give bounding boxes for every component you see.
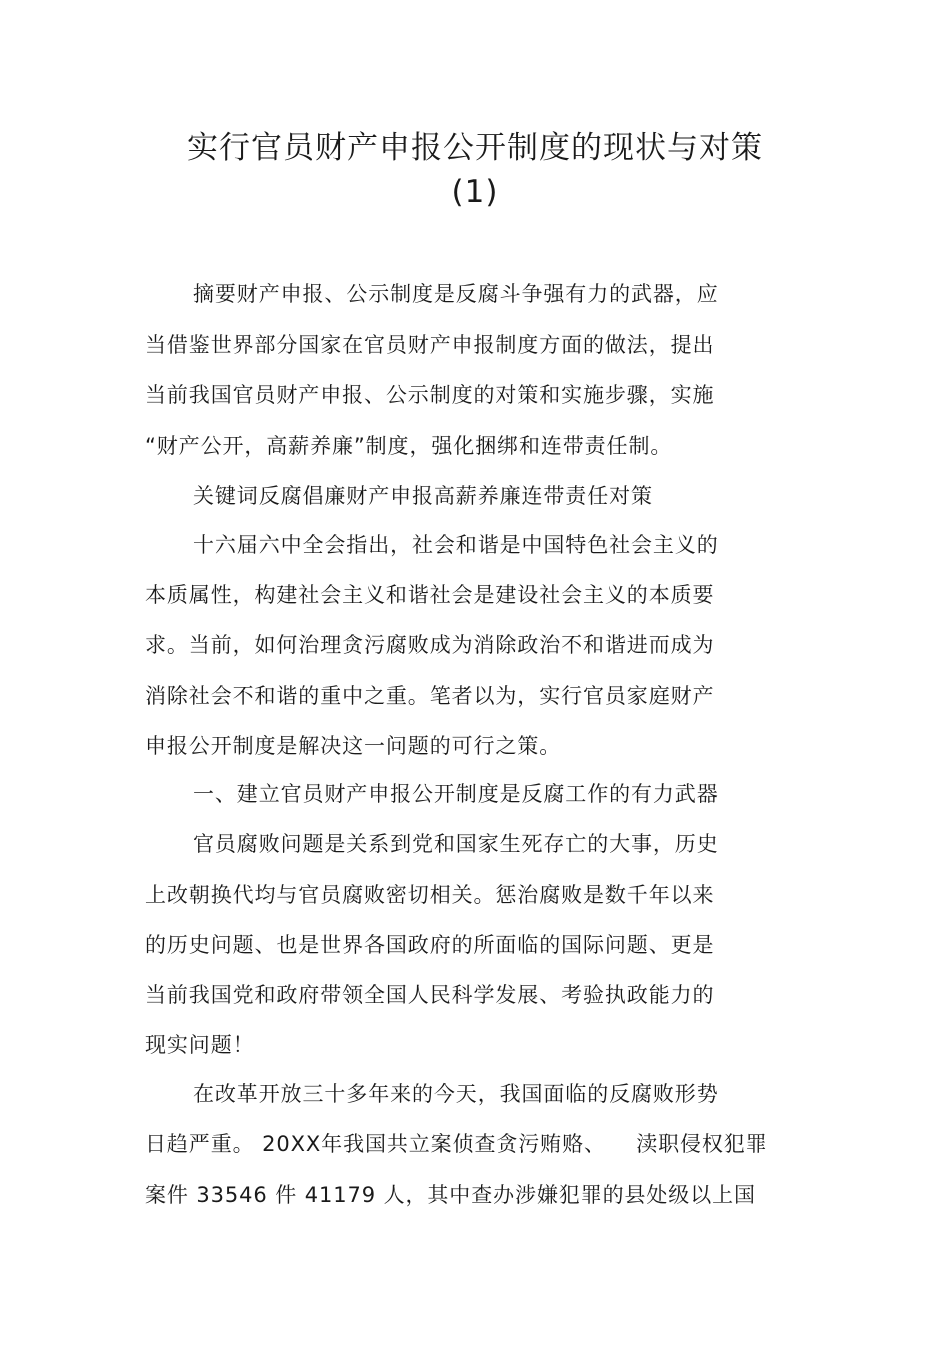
- body-paragraph-line: 案件 33546 件 41179 人，其中查办涉嫌犯罪的县处级以上国: [145, 1183, 756, 1207]
- body-paragraph-line: 当前我国党和政府带领全国人民科学发展、考验执政能力的: [145, 983, 715, 1007]
- abstract-paragraph-line: 当前我国官员财产申报、公示制度的对策和实施步骤，实施: [145, 383, 715, 407]
- body-paragraph-line: 求。当前，如何治理贪污腐败成为消除政治不和谐进而成为: [145, 633, 715, 657]
- body-paragraph-line: 上改朝换代均与官员腐败密切相关。惩治腐败是数千年以来: [145, 883, 715, 907]
- section-heading: 一、建立官员财产申报公开制度是反腐工作的有力武器: [193, 782, 719, 806]
- body-paragraph-line: 十六届六中全会指出，社会和谐是中国特色社会主义的: [193, 533, 719, 557]
- document-title-number: (1): [451, 174, 499, 210]
- body-paragraph-line: 现实问题！: [145, 1033, 255, 1057]
- body-paragraph-line: 本质属性，构建社会主义和谐社会是建设社会主义的本质要: [145, 583, 715, 607]
- body-paragraph-line: 官员腐败问题是关系到党和国家生死存亡的大事，历史: [193, 832, 719, 856]
- body-paragraph-line: 在改革开放三十多年来的今天，我国面临的反腐败形势: [193, 1082, 719, 1106]
- body-paragraph-line: 消除社会不和谐的重中之重。笔者以为，实行官员家庭财产: [145, 684, 715, 708]
- body-paragraph-line: 的历史问题、也是世界各国政府的所面临的国际问题、更是: [145, 933, 715, 957]
- abstract-paragraph-line: 当借鉴世界部分国家在官员财产申报制度方面的做法，提出: [145, 333, 715, 357]
- keywords-line: 关键词反腐倡廉财产申报高薪养廉连带责任对策: [193, 484, 653, 508]
- abstract-paragraph-line: 摘要财产申报、公示制度是反腐斗争强有力的武器，应: [193, 282, 719, 306]
- body-paragraph-line: 日趋严重。 20XX年我国共立案侦查贪污贿赂、 渎职侵权犯罪: [145, 1132, 768, 1156]
- document-title: 实行官员财产申报公开制度的现状与对策: [187, 130, 763, 166]
- body-paragraph-line: 申报公开制度是解决这一问题的可行之策。: [145, 734, 562, 758]
- abstract-paragraph-line: “财产公开，高薪养廉”制度，强化捆绑和连带责任制。: [145, 434, 673, 458]
